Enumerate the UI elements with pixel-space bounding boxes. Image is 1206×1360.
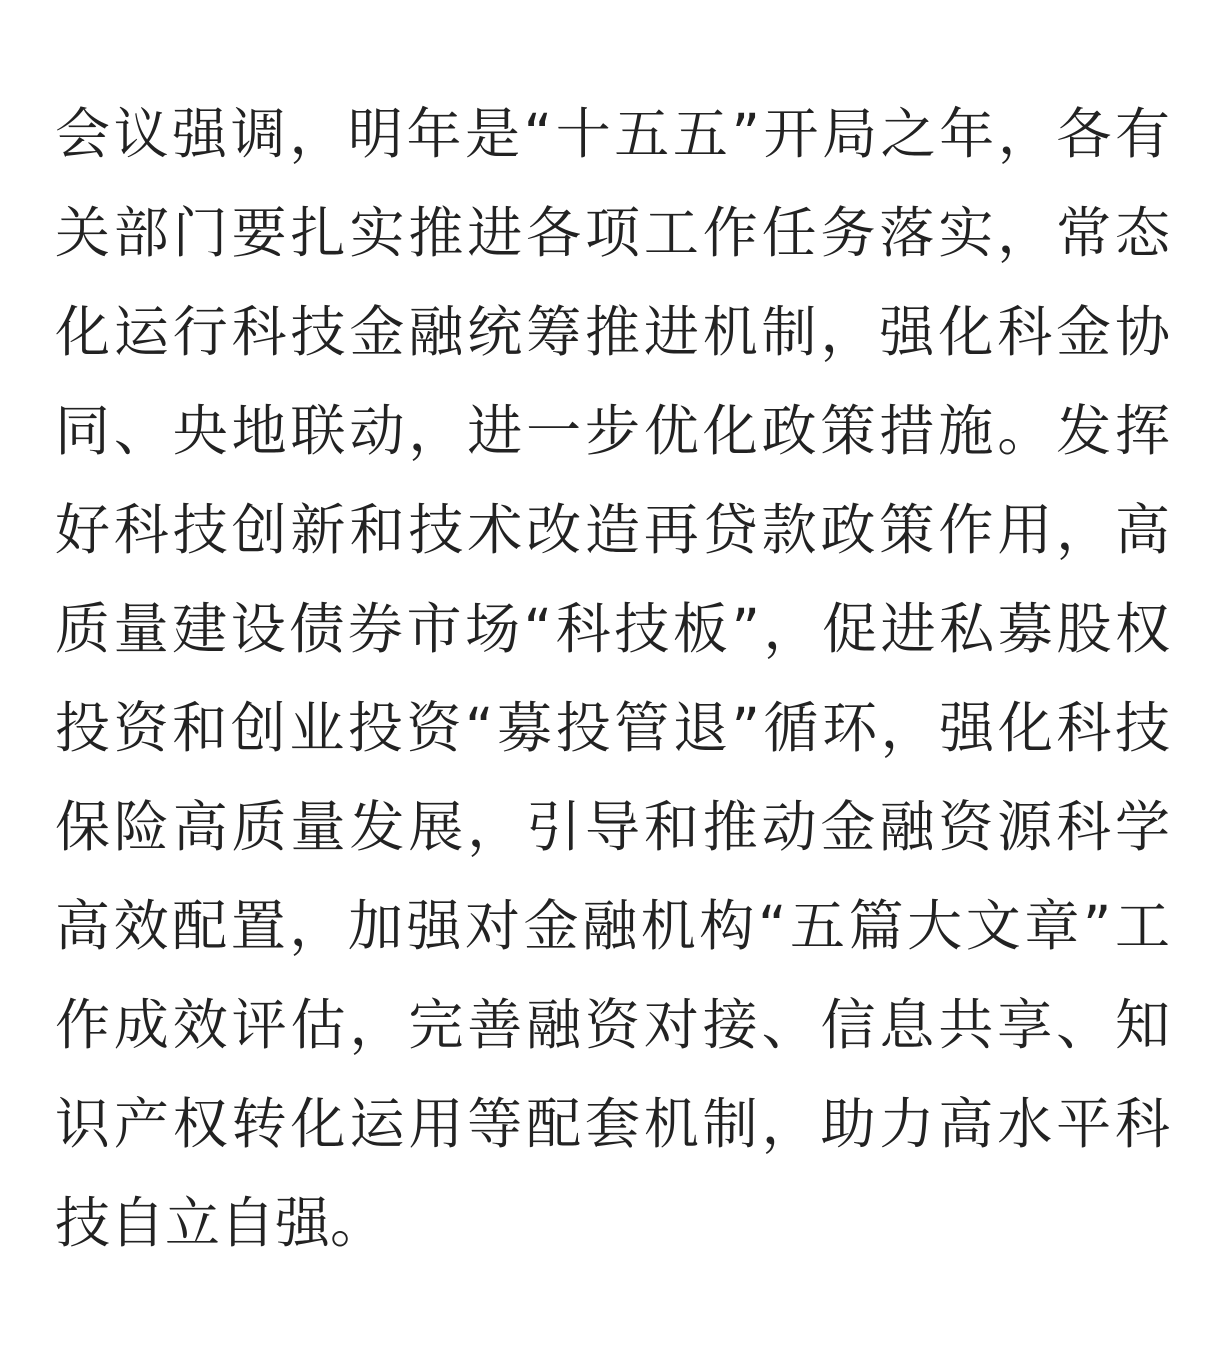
text-line: 好科技创新和技术改造再贷款政策作用，高: [55, 498, 1170, 562]
text-line: 关部门要扎实推进各项工作任务落实，常态: [55, 201, 1170, 265]
text-line: 同、央地联动，进一步优化政策措施。发挥: [55, 399, 1170, 463]
text-line: 高效配置，加强对金融机构“五篇大文章”工: [55, 894, 1170, 958]
text-line: 识产权转化运用等配套机制，助力高水平科: [55, 1092, 1170, 1156]
text-line: 投资和创业投资“募投管退”循环，强化科技: [55, 696, 1170, 760]
text-line: 质量建设债券市场“科技板”，促进私募股权: [55, 597, 1170, 661]
text-line: 会议强调，明年是“十五五”开局之年，各有: [55, 102, 1170, 166]
text-line: 化运行科技金融统筹推进机制，强化科金协: [55, 300, 1170, 364]
text-line: 技自立自强。: [55, 1191, 386, 1255]
text-line: 作成效评估，完善融资对接、信息共享、知: [55, 993, 1170, 1057]
text-line: 保险高质量发展，引导和推动金融资源科学: [55, 795, 1170, 859]
